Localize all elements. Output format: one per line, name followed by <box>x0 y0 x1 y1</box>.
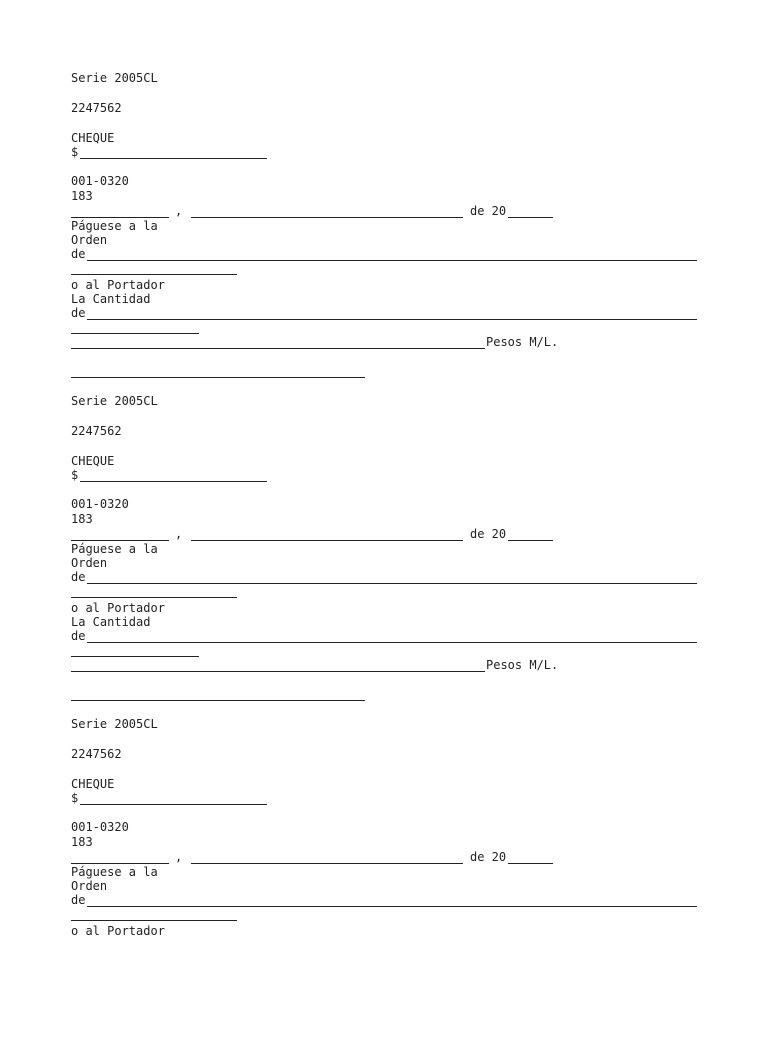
date-day-month-line <box>191 217 463 218</box>
payee-prefix: de <box>71 247 86 261</box>
payee-line <box>87 583 697 584</box>
signature-line <box>71 700 365 701</box>
date-place-line <box>71 863 169 864</box>
date-day-month-line <box>191 863 463 864</box>
bank-code: 001-0320 <box>71 820 129 834</box>
amount-words-line <box>87 319 697 320</box>
pay-to-label: Páguese a la <box>71 542 158 556</box>
bank-code: 001-0320 <box>71 497 129 511</box>
pay-to-label: Páguese a la <box>71 865 158 879</box>
order-label: Orden <box>71 879 108 893</box>
date-year-line <box>508 217 553 218</box>
order-label: Orden <box>71 233 108 247</box>
payee-line-continued <box>71 920 237 921</box>
amount-figure-line <box>80 158 267 159</box>
amount-figure-line <box>80 481 267 482</box>
payee-prefix: de <box>71 570 86 584</box>
date-comma: , <box>175 527 183 541</box>
branch-code: 183 <box>71 512 93 526</box>
payee-line-continued <box>71 597 237 598</box>
date-place-line <box>71 217 169 218</box>
currency-symbol: $ <box>71 468 79 482</box>
date-comma: , <box>175 204 183 218</box>
date-year-label: de 20 <box>470 204 507 218</box>
cheque-title: CHEQUE <box>71 454 115 468</box>
cheque-number: 2247562 <box>71 424 122 438</box>
serie-label: Serie 2005CL <box>71 717 158 731</box>
currency-symbol: $ <box>71 791 79 805</box>
bearer-label: o al Portador <box>71 278 165 292</box>
date-day-month-line <box>191 540 463 541</box>
cheque-title: CHEQUE <box>71 131 115 145</box>
cheque-form <box>0 386 768 716</box>
serie-label: Serie 2005CL <box>71 71 158 85</box>
amount-words-line-continued <box>71 333 199 334</box>
date-year-label: de 20 <box>470 527 507 541</box>
cheque-title: CHEQUE <box>71 777 115 791</box>
cheque-number: 2247562 <box>71 747 122 761</box>
amount-words-line <box>87 642 697 643</box>
payee-line-continued <box>71 274 237 275</box>
payee-line <box>87 906 697 907</box>
date-year-line <box>508 863 553 864</box>
amount-prefix: de <box>71 306 86 320</box>
cheque-form <box>0 63 768 393</box>
date-comma: , <box>175 850 183 864</box>
amount-label: La Cantidad <box>71 292 151 306</box>
bearer-label: o al Portador <box>71 924 165 938</box>
cheque-form <box>0 709 768 1039</box>
order-label: Orden <box>71 556 108 570</box>
amount-prefix: de <box>71 629 86 643</box>
serie-label: Serie 2005CL <box>71 394 158 408</box>
amount-figure-line <box>80 804 267 805</box>
date-year-label: de 20 <box>470 850 507 864</box>
bank-code: 001-0320 <box>71 174 129 188</box>
pesos-line <box>71 671 485 672</box>
payee-prefix: de <box>71 893 86 907</box>
amount-label: La Cantidad <box>71 615 151 629</box>
amount-words-line-continued <box>71 656 199 657</box>
pesos-label: Pesos M/L. <box>486 658 559 672</box>
pesos-line <box>71 348 485 349</box>
pesos-label: Pesos M/L. <box>486 335 559 349</box>
branch-code: 183 <box>71 835 93 849</box>
date-year-line <box>508 540 553 541</box>
currency-symbol: $ <box>71 145 79 159</box>
signature-line <box>71 377 365 378</box>
bearer-label: o al Portador <box>71 601 165 615</box>
date-place-line <box>71 540 169 541</box>
pay-to-label: Páguese a la <box>71 219 158 233</box>
payee-line <box>87 260 697 261</box>
branch-code: 183 <box>71 189 93 203</box>
cheque-number: 2247562 <box>71 101 122 115</box>
